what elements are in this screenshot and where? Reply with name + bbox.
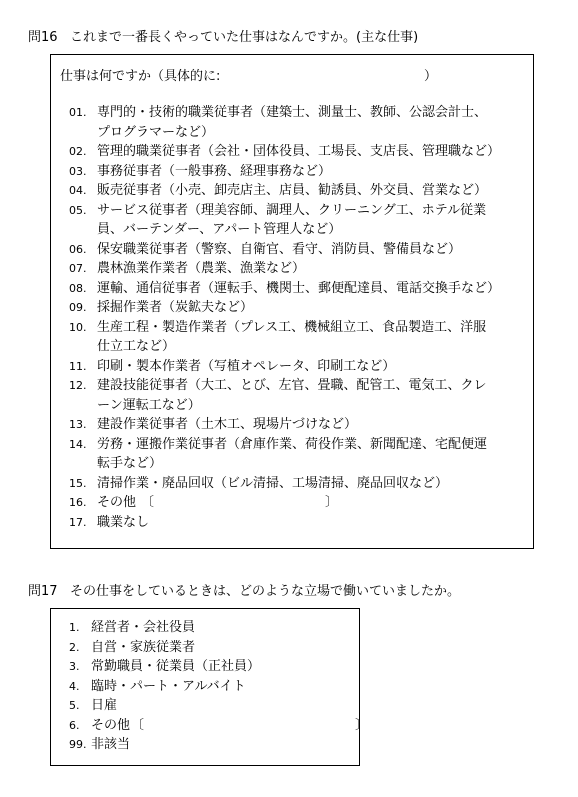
option-label: その他 (97, 495, 137, 510)
option-label: 印刷・製本作業者（写植オペレータ、印刷工など） (97, 358, 396, 374)
other-bracket-open: 〔 (141, 495, 155, 510)
other-bracket-open: 〔 (131, 717, 145, 733)
option-code: 3. (69, 660, 80, 673)
q17-answer-box (50, 608, 369, 766)
option-code: 02. (69, 145, 87, 158)
option-code: 10. (69, 320, 87, 334)
option-label: 建設作業従事者（土木工、現場片づけなど） (97, 417, 358, 432)
option-label-continued: 仕立工など） (97, 339, 176, 354)
q17-title (28, 580, 460, 599)
option-code: 08. (69, 281, 87, 295)
option-label: 職業なし (97, 514, 150, 530)
option-label: 清掃作業・廃品回収（ビル清掃、工場清掃、廃品回収など） (97, 475, 449, 491)
option-label: 労務・運搬作業従事者（倉庫作業、荷役作業、新聞配達、宅配便運 (97, 436, 488, 452)
option-code: 1. (69, 621, 80, 634)
option-label: 事務従事者（一般事務、経理事務など） (97, 163, 332, 179)
option-code: 05. (69, 203, 87, 217)
option-code: 01. (69, 106, 87, 119)
option-label: 経営者・会社役員 (91, 620, 196, 635)
option-code: 16. (69, 496, 87, 509)
option-label: その他 (91, 717, 131, 733)
option-label: 専門的・技術的職業従事者（建築士、測量士、教師、公認会計士、 (97, 105, 488, 120)
option-code: 17. (69, 515, 87, 529)
option-label: 採掘作業者（炭鉱夫など） (97, 300, 254, 315)
option-label: サービス従事者（理美容師、調理人、クリーニング工、ホテル従業 (97, 202, 487, 218)
q16-text: これまで一番長くやっていた仕事はなんですか。(主な仕事) (70, 30, 419, 45)
q16-title (28, 26, 418, 45)
q17-number: 問17 (28, 584, 58, 599)
q16-prompt-close: ） (424, 69, 438, 84)
option-code: 15. (69, 476, 87, 490)
q16-number: 問16 (28, 30, 58, 45)
option-label-continued: ーン運転工など） (97, 397, 201, 413)
option-code: 99. (69, 738, 87, 751)
option-code: 03. (69, 164, 87, 178)
option-label: 農林漁業作業者（農業、漁業など） (97, 261, 306, 276)
option-code: 4. (69, 679, 80, 693)
q16-prompt-label: 仕事は何ですか（具体的に: (60, 69, 221, 84)
option-code: 09. (69, 301, 87, 314)
option-label: 販売従事者（小売、卸売店主、店員、勧誘員、外交員、営業など） (97, 183, 488, 198)
option-code: 07. (69, 262, 87, 275)
option-code: 14. (69, 437, 87, 451)
option-label: 生産工程・製造作業者（プレス工、機械組立工、食品製造工、洋服 (97, 319, 487, 335)
option-label-continued: 転手など） (97, 456, 163, 471)
option-label: 建設技能従事者（大工、とび、左官、畳職、配管工、電気工、クレ (97, 378, 487, 393)
option-code: 5. (69, 699, 80, 712)
option-code: 04. (69, 184, 87, 197)
option-label: 日雇 (91, 698, 118, 713)
other-bracket-close: 〕 (325, 495, 339, 510)
option-label: 常勤職員・従業員（正社員） (91, 659, 261, 674)
option-label-continued: 員、バーテンダー、アパート管理人など） (97, 222, 342, 237)
option-label: 運輸、通信従事者（運転手、機関士、郵便配達員、電話交換手など） (97, 280, 501, 296)
q16-prompt[interactable] (60, 65, 438, 84)
q17-text: その仕事をしているときは、どのような立場で働いていましたか。 (70, 584, 461, 599)
option-code: 6. (69, 718, 80, 732)
option-code: 13. (69, 418, 87, 431)
option-label: 管理的職業従事者（会社・団体役員、工場長、支店長、管理職など） (97, 144, 501, 159)
option-label: 自営・家族従業者 (91, 639, 196, 655)
option-label-continued: プログラマーなど） (97, 124, 215, 140)
option-code: 11. (69, 359, 87, 373)
option-label: 臨時・パート・アルバイト (91, 678, 246, 694)
option-label: 非該当 (91, 737, 131, 752)
option-label: 保安職業従事者（警察、自衛官、看守、消防員、警備員など） (97, 241, 462, 257)
option-code: 06. (69, 242, 87, 256)
other-bracket-close: 〕 (355, 717, 369, 733)
option-code: 2. (69, 640, 80, 654)
option-code: 12. (69, 379, 87, 392)
q16-answer-box (50, 54, 534, 549)
